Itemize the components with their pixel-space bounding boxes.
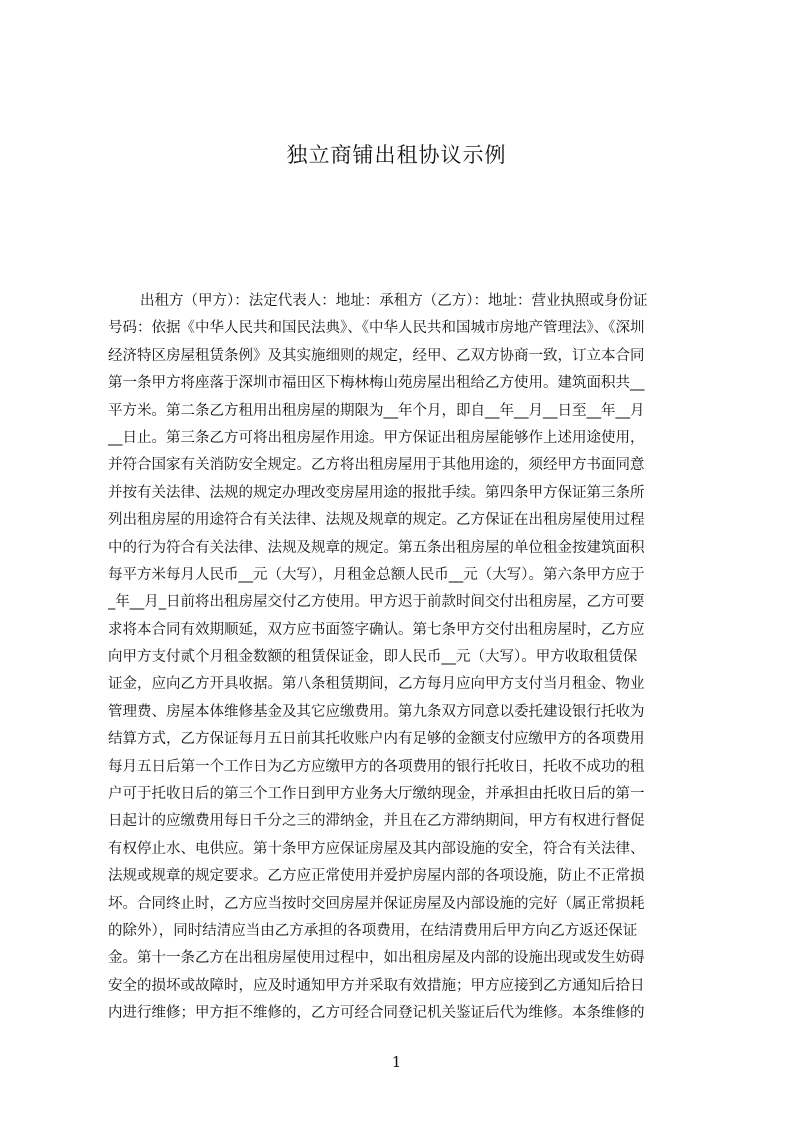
body-line: 向甲方支付贰个月租金数额的租赁保证金，即人民币__元（大写）。甲方收取租赁保	[108, 649, 638, 666]
body-line: 并按有关法律、法规的规定办理改变房屋用途的报批手续。第四条甲方保证第三条所	[108, 484, 645, 501]
body-line: 求将本合同有效期顺延，双方应书面签字确认。第七条甲方交付出租房屋时，乙方应	[108, 621, 645, 638]
body-line: 每平方米每月人民币__元（大写），月租金总额人民币__元（大写）。第六条甲方应于	[108, 566, 645, 583]
body-line: 列出租房屋的用途符合有关法律、法规及规章的规定。乙方保证在出租房屋使用过程	[108, 512, 645, 529]
body-line: _年__月_日前将出租房屋交付乙方使用。甲方迟于前款时间交付出租房屋，乙方可要	[108, 594, 645, 611]
body-line: 法规或规章的规定要求。乙方应正常使用并爱护房屋内部的各项设施，防止不正常损	[108, 868, 645, 885]
body-line: 日起计的应缴费用每日千分之三的滞纳金，并且在乙方滞纳期间，甲方有权进行督促	[108, 813, 645, 830]
body-line: __日止。第三条乙方可将出租房屋作用途。甲方保证出租房屋能够作上述用途使用，	[108, 429, 645, 446]
body-line: 中的行为符合有关法律、法规及规章的规定。第五条出租房屋的单位租金按建筑面积	[108, 539, 645, 556]
body-line: 出租方（甲方）：法定代表人：地址：承租方（乙方）：地址：营业执照或身份证	[140, 293, 648, 309]
body-line: 金。第十一条乙方在出租房屋使用过程中，如出租房屋及内部的设施出现或发生妨碍	[108, 950, 645, 967]
body-line: 户可于托收日后的第三个工作日到甲方业务大厅缴纳现金，并承担由托收日后的第一	[108, 786, 645, 803]
body-line: 结算方式，乙方保证每月五日前其托收账户内有足够的金额支付应缴甲方的各项费用	[108, 731, 645, 748]
body-line: 安全的损坏或故障时，应及时通知甲方并采取有效措施；甲方应接到乙方通知后拾日	[108, 977, 645, 994]
body-line: 每月五日后第一个工作日为乙方应缴甲方的各项费用的银行托收日，托收不成功的租	[108, 758, 645, 775]
body-line: 平方米。第二条乙方租用出租房屋的期限为__年个月，即自__年__月__日至__年__月	[108, 402, 645, 419]
body-line: 坏。合同终止时，乙方应当按时交回房屋并保证房屋及内部设施的完好（属正常损耗	[108, 895, 645, 912]
body-line: 并符合国家有关消防安全规定。乙方将出租房屋用于其他用途的，须经甲方书面同意	[108, 457, 645, 474]
body-line: 内进行维修；甲方拒不维修的，乙方可经合同登记机关鉴证后代为维修。本条维修的	[108, 1005, 645, 1022]
document-body	[108, 288, 698, 1028]
document-title: 独立商铺出租协议示例	[286, 143, 507, 167]
body-line: 有权停止水、电供应。第十条甲方应保证房屋及其内部设施的安全，符合有关法律、	[108, 840, 645, 857]
body-line: 管理费、房屋本体维修基金及其它应缴费用。第九条双方同意以委托建设银行托收为	[108, 703, 645, 720]
body-line: 证金，应向乙方开具收据。第八条租赁期间，乙方每月应向甲方支付当月租金、物业	[108, 676, 645, 693]
body-line: 号码：依据《中华人民共和国民法典》、《中华人民共和国城市房地产管理法》、《深圳	[108, 320, 645, 337]
body-line: 经济特区房屋租赁条例》及其实施细则的规定，经甲、乙双方协商一致，订立本合同	[108, 347, 645, 364]
page-number: 1	[391, 1053, 402, 1071]
body-line: 的除外），同时结清应当由乙方承担的各项费用，在结清费用后甲方向乙方返还保证	[108, 922, 638, 939]
body-line: 第一条甲方将座落于深圳市福田区下梅林梅山苑房屋出租给乙方使用。建筑面积共__	[108, 375, 645, 392]
